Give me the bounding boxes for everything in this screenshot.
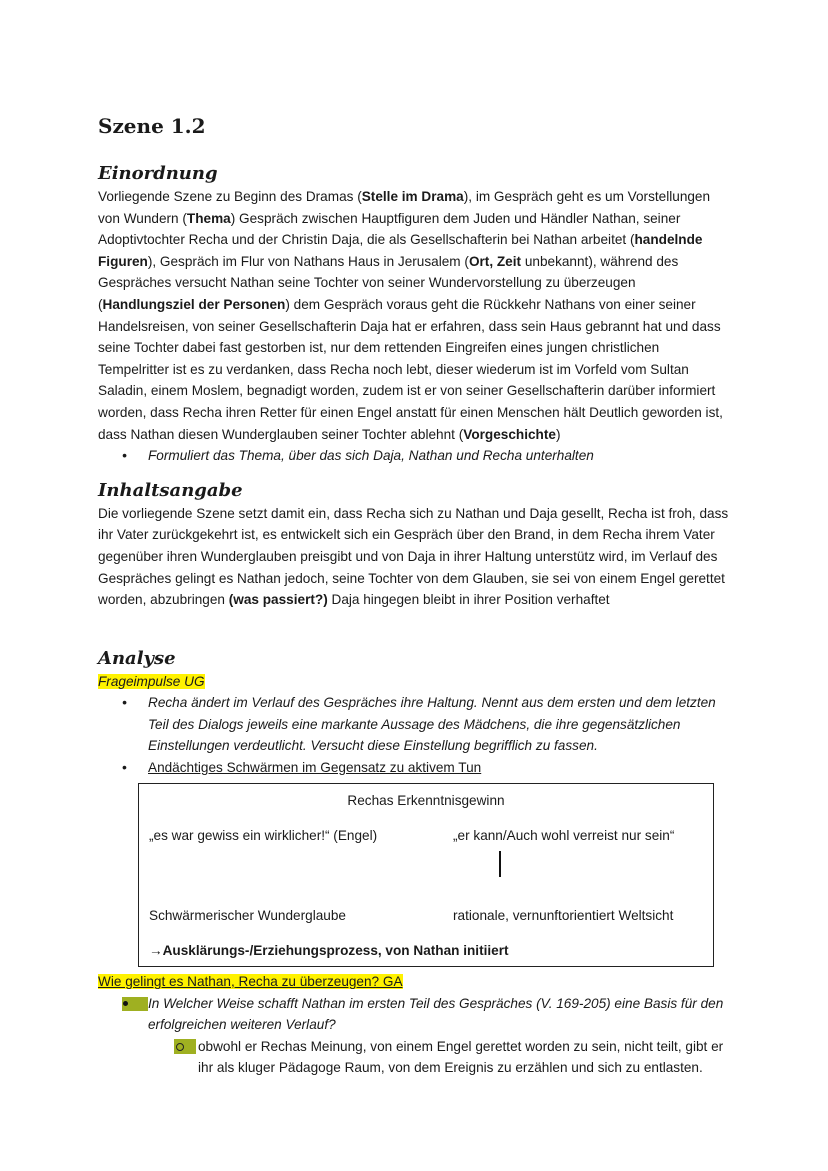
erkenntnis-box	[138, 783, 714, 967]
highlighted-bullet-icon	[122, 997, 148, 1011]
list-item: obwohl er Rechas Meinung, von einem Engel gerettet worden zu sein, nicht teilt, gibt er ihr als kluger Pädagoge Raum, von dem Ereignis zu erzählen und sich zu entlasten.	[98, 1036, 730, 1079]
vertical-mark	[499, 851, 501, 877]
box-conclusion: →Ausklärungs-/Erziehungsprozess, von Nathan initiiert	[149, 943, 509, 959]
analyse-task-list	[98, 692, 730, 778]
section-heading-inhaltsangabe: Inhaltsangabe	[98, 479, 243, 501]
question-task-list	[98, 993, 730, 1036]
term-left: Schwärmerischer Wunderglaube	[149, 907, 346, 923]
box-terms-row	[149, 905, 703, 927]
quote-right: „er kann/Auch wohl verreist nur sein“	[453, 828, 675, 844]
circle-bullet-icon	[174, 1039, 196, 1054]
term-right: rationale, vernunftorientiert Weltsicht	[453, 907, 674, 923]
einordnung-task-list	[98, 445, 730, 467]
inhalt-paragraph: Die vorliegende Szene setzt damit ein, dass Recha sich zu Nathan und Daja gesellt, Recha ist froh, dass ihr Vater zurückgekehrt ist, es entwickelt sich ein Gespräch über den Brand, in dem Recha ihrem Vater gegenüber ihren Wunderglauben preisgibt und von Daja in ihrer Haltung unterstütz wird, im Verlauf des Gespräches gelingt es Nathan jedoch, seine Tochter von dem Glauben, sie sei von einem Engel gerettet worden, abzubringen (was passiert?) Daja hingegen bleibt in ihrer Position verhaftet	[98, 505, 729, 608]
list-item: • Formuliert das Thema, über das sich Daja, Nathan und Recha unterhalten	[98, 445, 730, 467]
einordnung-paragraph: Vorliegende Szene zu Beginn des Dramas (Stelle im Drama), im Gespräch geht es um Vorstellungen von Wundern (Thema) Gespräch zwischen Hauptfiguren dem Juden und Händler Nathan, seiner Adoptivtochter Recha und der Christin Daja, die als Gesellschafterin bei Nathan arbeitet (handelnde Figuren), Gespräch im Flur von Nathans Haus in Jerusalem (Ort, Zeit unbekannt), während des Gespräches versucht Nathan seine Tochter von seiner Wundervorstellung zu überzeugen (Handlungsziel der Personen) dem Gespräch voraus geht die Rückkehr Nathans von einer seiner Handelsreisen, von seiner Gesellschafterin Daja hat er erfahren, dass sein Haus gebrannt hat und dass seine Tochter dabei fast gestorben ist, nur dem rettenden Eingreifen eines jungen christlichen Tempelritter ist es zu verdanken, dass Recha noch lebt, dieser wiederum ist im Vorfeld vom Sultan Saladin, einem Moslem, begnadigt worden, zudem ist er von seiner Gesellschafterin darüber informiert worden, dass Recha ihren Retter für einen Engel anstatt für einen Menschen hält Deutlich geworden ist, dass Nathan diesen Wunderglauben seiner Tochter ablehnt (Vorgeschichte)	[98, 189, 723, 442]
document-page	[98, 112, 730, 1079]
box-title: Rechas Erkenntnisgewinn	[347, 792, 505, 808]
quote-left: „es war gewiss ein wirklicher!“ (Engel)	[149, 828, 378, 844]
list-item: • Recha ändert im Verlauf des Gespräches ihre Haltung. Nennt aus dem ersten und dem letzten Teil des Dialogs jeweils eine markante Aussage des Mädchens, die ihre gegensätzlichen Einstellungen verdeutlicht. Versucht diese Einstellung begrifflich zu fassen.	[98, 692, 730, 757]
group-question: Wie gelingt es Nathan, Recha zu überzeugen? GA	[98, 974, 403, 990]
list-item: • Andächtiges Schwärmen im Gegensatz zu aktivem Tun	[98, 757, 730, 779]
list-item: In Welcher Weise schafft Nathan im ersten Teil des Gespräches (V. 169-205) eine Basis für den erfolgreichen weiteren Verlauf?	[98, 993, 730, 1036]
page-title: Szene 1.2	[98, 114, 206, 138]
impulse-label: Frageimpulse UG	[98, 673, 205, 689]
section-heading-analyse: Analyse	[98, 647, 176, 669]
box-quotes-row	[149, 825, 703, 847]
section-heading-einordnung: Einordnung	[98, 163, 218, 184]
sub-list	[98, 1036, 730, 1079]
